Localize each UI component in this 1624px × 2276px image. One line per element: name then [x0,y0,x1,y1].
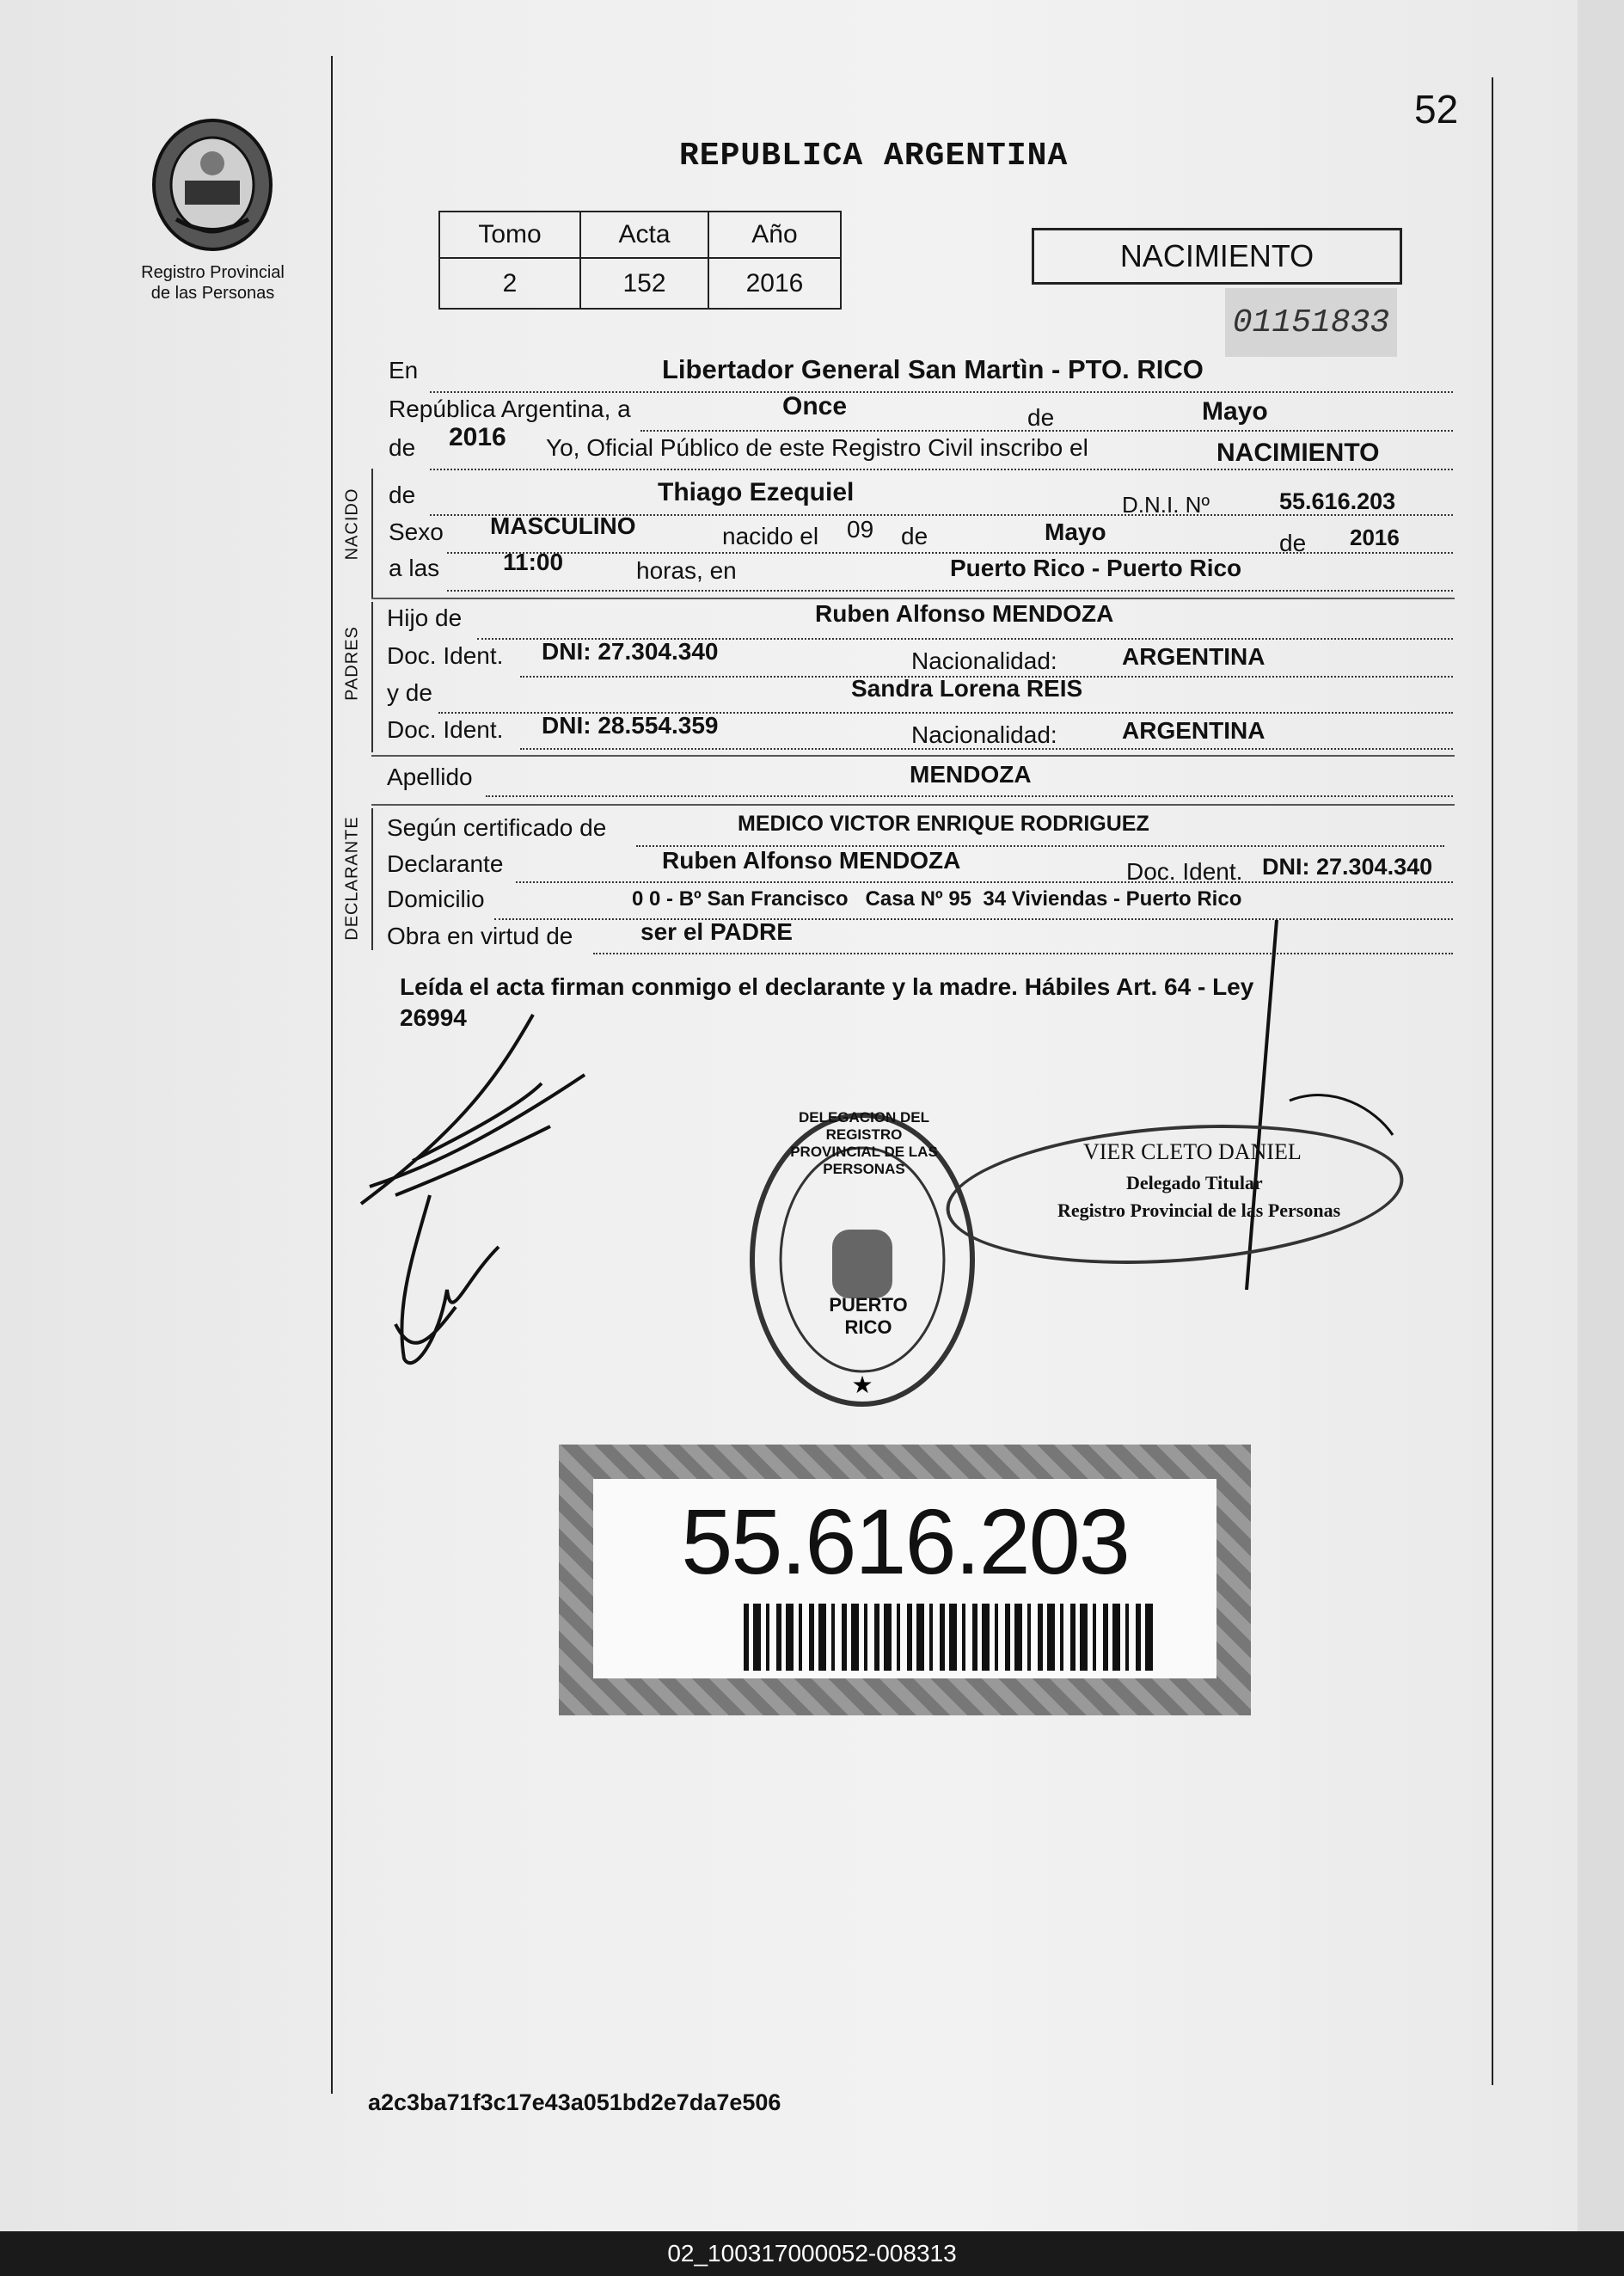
document-hash: a2c3ba71f3c17e43a051bd2e7da7e506 [368,2089,781,2115]
nacido-de-label: de [389,482,416,508]
birth-month: Mayo [1045,518,1106,545]
birth-year: 2016 [1350,525,1400,550]
nacido-el-label: nacido el [722,523,819,549]
doc-label: Doc. Ident. [387,642,504,669]
dotted-line [486,795,1453,797]
official-text: Yo, Oficial Público de este Registro Civil inscribo el [546,434,1088,461]
registry-line-1: Registro Provincial [141,263,285,282]
en-label: En [389,357,419,383]
province-seal-logo [146,112,279,254]
certificado-value: MEDICO VICTOR ENRIQUE RODRIGUEZ [738,812,1149,836]
official-title: Delegado Titular [1126,1172,1263,1193]
country-title: REPUBLICA ARGENTINA [679,138,1069,175]
padres-section-label: PADRES [342,626,362,701]
apellido-label: Apellido [387,764,473,790]
mother-nationality: ARGENTINA [1122,717,1265,744]
stamp-center-text: PUERTO RICO [829,1294,908,1338]
record-type-box: NACIMIENTO [1032,228,1402,285]
de-label: de [901,523,928,549]
closing-line-1: Leída el acta firman conmigo el declarante y la madre. Hábiles Art. 64 - Ley [400,973,1254,1000]
inscribo-value: NACIMIENTO [1216,439,1380,467]
registry-line-2: de las Personas [150,284,275,303]
right-margin-line [1492,77,1493,2085]
father-doc: DNI: 27.304.340 [542,638,719,665]
certificado-label: Según certificado de [387,814,607,841]
domicilio-value: 0 0 - Bº San Francisco Casa Nº 95 34 Viviendas - Puerto Rico [632,887,1242,911]
table-cell: 152 [580,258,708,309]
table-cell: 2 [439,258,580,309]
barcode-sticker [559,1445,1251,1715]
section-divider [371,598,1455,599]
birth-place: Puerto Rico - Puerto Rico [950,555,1242,581]
child-dni: 55.616.203 [1279,488,1396,514]
table-header: Año [708,212,841,258]
horas-en-label: horas, en [636,557,737,584]
dotted-line [520,748,1453,750]
father-nationality: ARGENTINA [1122,643,1265,670]
father-name: Ruben Alfonso MENDOZA [815,600,1114,627]
de2-label: de [389,434,416,461]
closing-line-2: 26994 [400,1004,467,1031]
birth-hour: 11:00 [503,549,564,575]
table-header: Tomo [439,212,580,258]
table-header: Acta [580,212,708,258]
dotted-line [516,881,1453,883]
section-divider [371,755,1455,757]
svg-text:★: ★ [851,1371,873,1399]
footer-id-bar [0,2231,1624,2276]
left-margin-line [331,56,333,2094]
barcode-number: 55.616.203 [681,1489,1129,1593]
republica-label: República Argentina, a [389,396,631,422]
official-name: VIER CLETO DANIEL [1083,1139,1302,1164]
sexo-value: MASCULINO [490,512,636,539]
a-las-label: a las [389,555,440,581]
month-value: Mayo [1202,397,1268,426]
nacionalidad-label: Nacionalidad: [911,721,1057,748]
declarante-label: Declarante [387,850,504,877]
year-value: 2016 [449,423,506,451]
de-label: de [1027,404,1055,431]
serial-number: 01151833 [1225,288,1397,357]
doc-label: Doc. Ident. [1126,858,1243,885]
record-table [438,211,842,310]
declarante-doc: DNI: 27.304.340 [1262,854,1433,880]
footer-id: 02_100317000052-008313 [667,2240,957,2267]
dotted-line [447,590,1453,592]
official-office: Registro Provincial de las Personas [1057,1199,1341,1221]
y-de-label: y de [387,679,432,706]
apellido-value: MENDOZA [910,761,1032,788]
child-name: Thiago Ezequiel [658,478,855,506]
place-value: Libertador General San Martìn - PTO. RICO [662,354,1204,384]
declarante-name: Ruben Alfonso MENDOZA [662,847,961,874]
mother-name: Sandra Lorena REIS [851,675,1083,702]
doc-label: Doc. Ident. [387,716,504,743]
birth-day: 09 [847,516,874,543]
dotted-line [447,552,1453,554]
table-cell: 2016 [708,258,841,309]
de-label: de [1279,530,1307,556]
day-value: Once [782,392,848,420]
nacido-section-label: NACIDO [342,488,362,561]
barcode-label [593,1479,1216,1678]
dotted-line [430,391,1453,393]
registry-name [120,262,305,304]
section-divider [371,804,1455,806]
section-bracket [371,808,373,950]
stamp-ring-text: DELEGACION DEL REGISTRO PROVINCIAL DE LAS PERSONAS [790,1109,938,1177]
section-bracket [371,602,373,752]
hijo-de-label: Hijo de [387,604,463,631]
dotted-line [430,469,1453,470]
obra-label: Obra en virtud de [387,923,573,949]
barcode-bars [744,1604,1156,1671]
dni-label: D.N.I. Nº [1122,492,1210,518]
domicilio-label: Domicilio [387,886,485,912]
sexo-label: Sexo [389,518,444,545]
nacionalidad-label: Nacionalidad: [911,647,1057,674]
obra-value: ser el PADRE [640,918,793,945]
declarante-section-label: DECLARANTE [342,816,362,941]
page-number: 52 [1414,87,1459,132]
section-bracket [371,469,373,598]
signature-declarante [344,997,619,1410]
mother-doc: DNI: 28.554.359 [542,712,719,739]
